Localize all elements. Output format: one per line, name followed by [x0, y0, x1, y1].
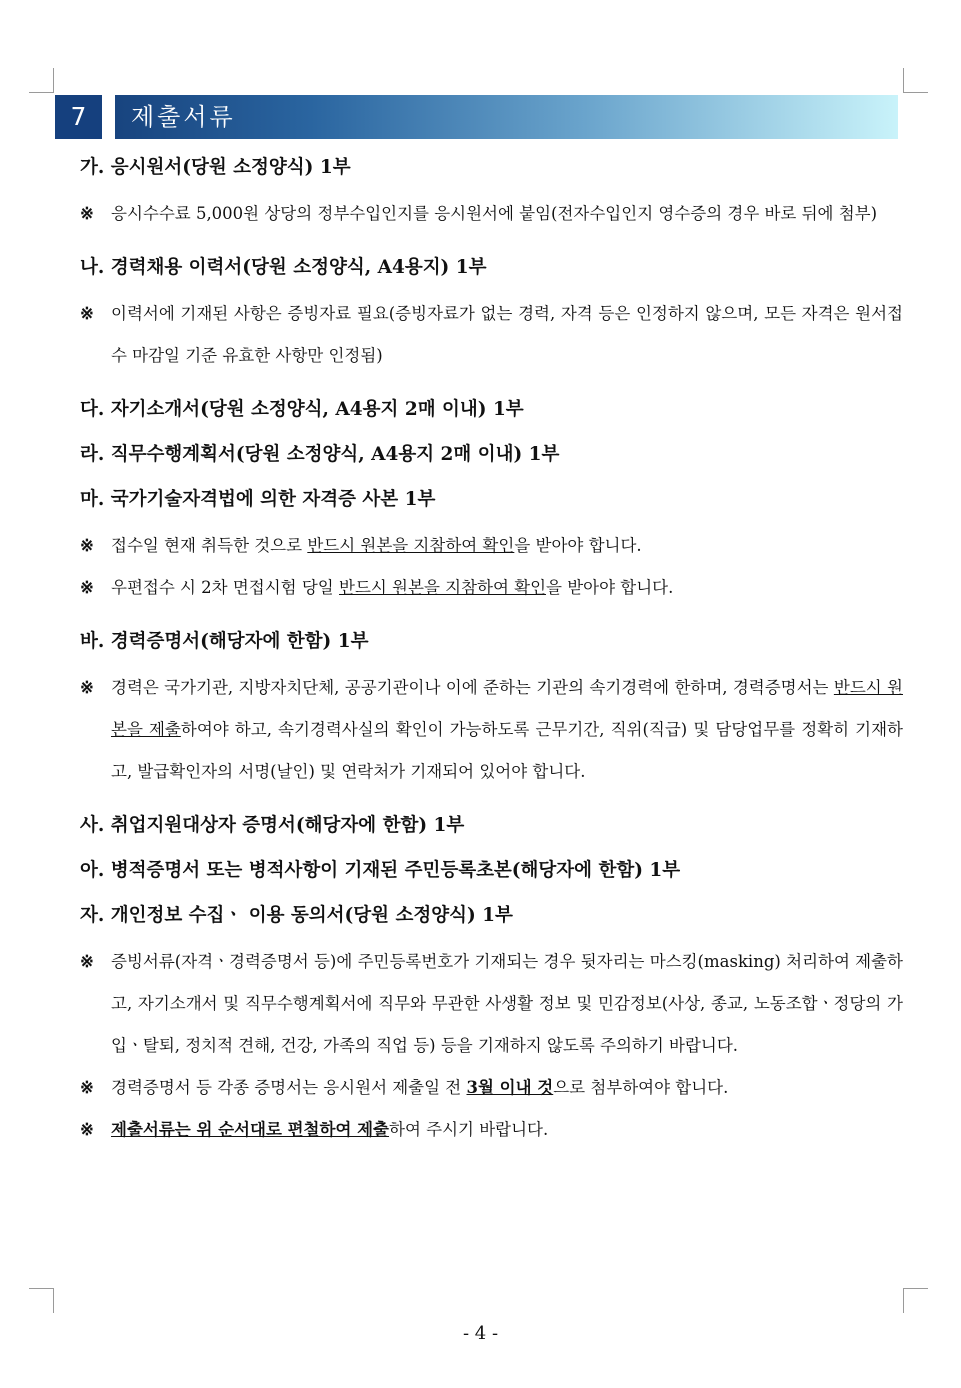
note-mark: ※ [80, 1078, 94, 1097]
note-ja-1 [80, 941, 903, 1067]
page-number: - 4 - [462, 1323, 499, 1344]
item-na: 나. 경력채용 이력서(당원 소정양식, A4용지) 1부 [80, 257, 487, 278]
item-a: 아. 병적증명서 또는 병적사항이 기재된 주민등록초본(해당자에 한함) 1부 [80, 860, 681, 881]
item-da: 다. 자기소개서(당원 소정양식, A4용지 2매 이내) 1부 [80, 399, 524, 420]
note-text-part: 접수일 현재 취득한 것으로 [111, 536, 308, 555]
note-mark: ※ [80, 678, 94, 697]
note-mark: ※ [80, 536, 94, 555]
note-text-part: 하여 주시기 바랍니다. [389, 1120, 549, 1139]
item-ma: 마. 국가기술자격법에 의한 자격증 사본 1부 [80, 489, 436, 510]
item-ra: 라. 직무수행계획서(당원 소정양식, A4용지 2매 이내) 1부 [80, 444, 560, 465]
note-text: 증빙서류(자격ㆍ경력증명서 등)에 주민등록번호가 기재되는 경우 뒷자리는 마스킹(masking) 처리하여 제출하고, 자기소개서 및 직무수행계획서에 직무와 무관한 사생활 정보 및 민감정보(사상, 종교, 노동조합ㆍ정당의 가입ㆍ탈퇴, 정치적 견해, 건강, 가족의 직업 등) 등을 기재하지 않도록 주의하기 바랍니다. [111, 952, 903, 1055]
section-number: 7 [55, 95, 102, 139]
crop-mark-top-right [903, 68, 928, 93]
note-mark: ※ [80, 952, 94, 971]
note-mark: ※ [80, 304, 94, 323]
document-body [80, 156, 903, 1151]
note-ba-1 [80, 667, 903, 793]
note-text [111, 1109, 903, 1151]
note-ga-1 [80, 193, 903, 235]
bold-underlined-emphasis: 3월 이내 것 [466, 1078, 554, 1097]
item-ga: 가. 응시원서(당원 소정양식) 1부 [80, 157, 351, 178]
note-text-part: 하여야 하고, 속기경력사실의 확인이 가능하도록 근무기간, 직위(직급) 및 담당업무를 정확히 기재하고, 발급확인자의 서명(날인) 및 연락처가 기재되어 있어야 합니다. [111, 720, 903, 781]
note-text-part: 으로 첨부하여야 합니다. [553, 1078, 729, 1097]
crop-mark-bottom-left [29, 1288, 54, 1313]
note-mark: ※ [80, 204, 94, 223]
note-na-1 [80, 293, 903, 377]
note-ja-3 [80, 1109, 903, 1151]
note-ma-2 [80, 567, 903, 609]
note-text [111, 525, 903, 567]
note-text: 이력서에 기재된 사항은 증빙자료 필요(증빙자료가 없는 경력, 자격 등은 인정하지 않으며, 모든 자격은 원서접수 마감일 기준 유효한 사항만 인정됨) [111, 304, 903, 365]
note-ja-2 [80, 1067, 903, 1109]
crop-mark-top-left [29, 68, 54, 93]
underlined-emphasis: 반드시 원본을 지참하여 확인 [339, 578, 547, 597]
note-text [111, 667, 903, 793]
section-header [55, 95, 898, 139]
note-mark: ※ [80, 1120, 94, 1139]
note-text-part: 을 받아야 합니다. [546, 578, 674, 597]
note-ma-1 [80, 525, 903, 567]
section-title-bar [115, 95, 898, 139]
item-ba: 바. 경력증명서(해당자에 한함) 1부 [80, 631, 369, 652]
note-text-part: 경력증명서 등 각종 증명서는 응시원서 제출일 전 [111, 1078, 467, 1097]
item-ja: 자. 개인정보 수집ㆍ 이용 동의서(당원 소정양식) 1부 [80, 905, 513, 926]
note-mark: ※ [80, 578, 94, 597]
note-text: 응시수수료 5,000원 상당의 정부수입인지를 응시원서에 붙임(전자수입인지 영수증의 경우 바로 뒤에 첨부) [111, 204, 878, 223]
underlined-emphasis: 반드시 원본을 지참하여 확인 [307, 536, 515, 555]
note-text [111, 1067, 903, 1109]
note-text [111, 567, 903, 609]
note-text-part: 경력은 국가기관, 지방자치단체, 공공기관이나 이에 준하는 기관의 속기경력에 한하며, 경력증명서는 [111, 678, 834, 697]
section-title: 제출서류 [131, 103, 236, 131]
note-text-part: 우편접수 시 2차 면접시험 당일 [111, 578, 339, 597]
bold-underlined-emphasis: 제출서류는 위 순서대로 편철하여 제출 [111, 1120, 390, 1139]
note-text-part: 을 받아야 합니다. [514, 536, 642, 555]
underlined-emphasis: 반드시 원본을 제출 [111, 678, 903, 739]
crop-mark-bottom-right [903, 1288, 928, 1313]
item-sa: 사. 취업지원대상자 증명서(해당자에 한함) 1부 [80, 815, 465, 836]
